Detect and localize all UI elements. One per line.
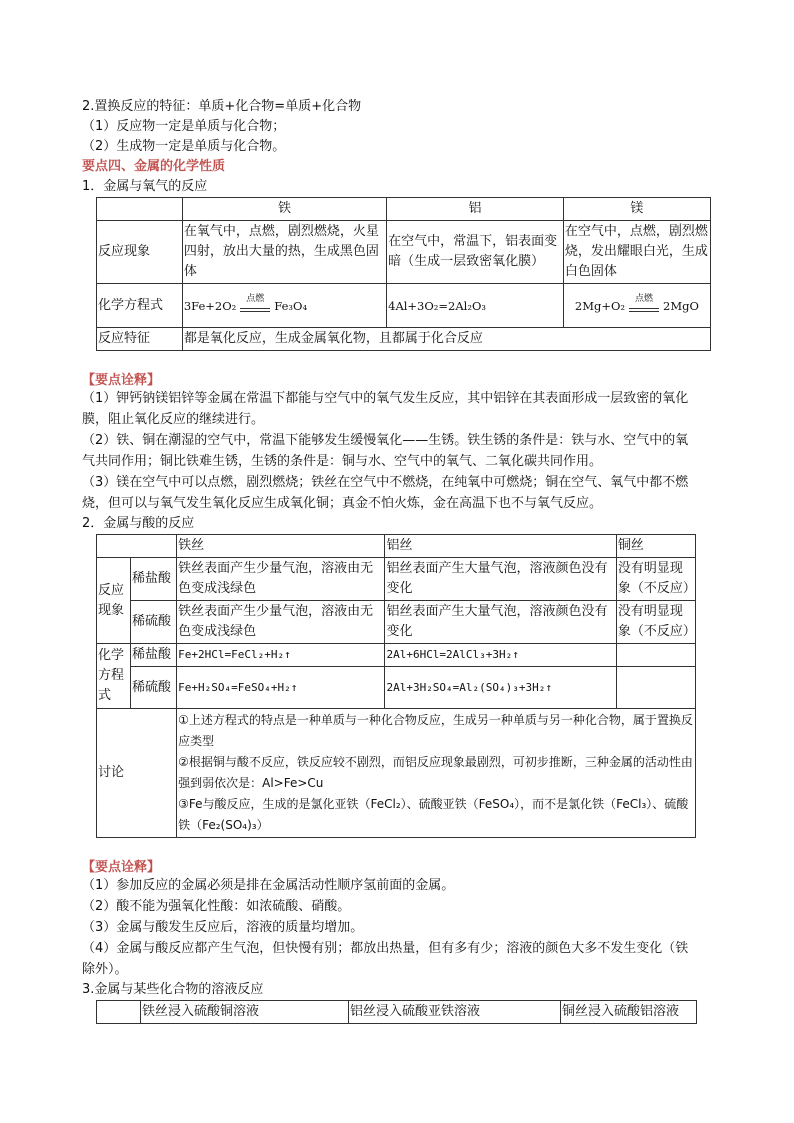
metal-acid-table [96,534,696,838]
table-cell: 铝丝表面产生大量气泡，溶液颜色没有变化 [385,601,616,644]
table-row [97,601,696,644]
table-cell: 铁丝表面产生少量气泡，溶液由无色变成浅绿色 [177,601,385,644]
table-cell: 铁丝表面产生少量气泡，溶液由无色变成浅绿色 [177,558,385,601]
column-header: 铝丝 [385,535,616,558]
equation-cell: Fe+2HCl=FeCl₂+H₂↑ [177,644,385,667]
document-page [82,97,708,1024]
row-header: 化学方程式 [97,284,183,328]
column-header: 镁 [563,198,710,221]
paragraph: （3）金属与酸发生反应后，溶液的质量均增加。 [82,920,364,935]
discussion-point: ③Fe与酸反应，生成的是氯化亚铁（FeCl₂）、硫酸亚铁（FeSO₄），而不是氯化铁（FeCl₃）、硫酸铁（Fe₂(SO₄)₃） [178,797,689,832]
column-header: 铜丝浸入硫酸铝溶液 [561,1001,697,1024]
condition-label: 点燃 [635,293,654,304]
row-header: 反应特征 [97,328,183,351]
paragraph: （1）反应物一定是单质与化合物； [82,119,286,134]
row-header: 讨论 [97,709,177,838]
paragraph: （1）钾钙钠镁铝锌等金属在常温下都能与空气中的氧气发生反应，其中铝锌在其表面形成一层致密的氧化膜，阻止氧化反应的继续进行。 [82,391,689,427]
row-header: 稀盐酸 [131,558,177,601]
table-cell [616,644,695,667]
row-group-header: 化学方程式 [97,644,131,709]
equation-cell: 2Al+6HCl=2AlCl₃+3H₂↑ [385,644,616,667]
condition-arrow [238,293,272,315]
condition-arrow [627,293,661,315]
table-cell: 没有明显现象（不反应） [616,601,695,644]
table-cell: 铝丝表面产生大量气泡，溶液颜色没有变化 [385,558,616,601]
table-cell: 都是氧化反应，生成金属氧化物，且都属于化合反应 [182,328,710,351]
table-row [97,1001,697,1024]
subsection-title: 3.金属与某些化合物的溶液反应 [82,982,264,997]
discussion-cell [177,709,696,838]
table-row [97,644,696,667]
table-row [97,667,696,709]
table-row [97,284,711,328]
table-cell: 没有明显现象（不反应） [616,558,695,601]
equation-cell: 4Al+3O₂=2Al₂O₃ [387,284,564,328]
table-row [97,558,696,601]
column-header: 铝丝浸入硫酸亚铁溶液 [349,1001,561,1024]
equation-cell [563,284,710,328]
table-row [97,221,711,284]
paragraph: （2）铁、铜在潮湿的空气中，常温下能够发生缓慢氧化——生锈。铁生锈的条件是：铁与水、空气中的氧气共同作用；铜比铁难生锈，生锈的条件是：铜与水、空气中的氧气、二氧化碳共同作用。 [82,433,689,469]
paragraph: （2）生成物一定是单质与化合物。 [82,139,286,154]
table-cell [97,198,183,221]
table-row [97,709,696,838]
table-cell: 在空气中，常温下，铝表面变暗（生成一层致密氧化膜） [387,221,564,284]
paragraph: （3）镁在空气中可以点燃，剧烈燃烧；铁丝在空气中不燃烧，在纯氧中可燃烧；铜在空气、氧气中都不燃烧，但可以与氧气发生氧化反应生成氧化铜；真金不怕火炼，金在高温下也不与氧气反应。 [82,475,689,511]
equation-left: 3Fe+2O₂ [183,298,237,313]
metal-solution-table [96,1000,697,1024]
row-group-header: 反应现象 [97,558,131,644]
table-row [97,328,711,351]
section-heading: 要点四、金属的化学性质 [82,159,226,174]
equation-left: 2Mg+O₂ [574,298,626,313]
column-header: 铜丝 [616,535,695,558]
table-row [97,198,711,221]
row-header: 稀硫酸 [131,667,177,709]
table-cell: 在氧气中，点燃，剧烈燃烧，火星四射，放出大量的热，生成黑色固体 [182,221,386,284]
row-header: 反应现象 [97,221,183,284]
annotation-label: 【要点诠释】 [82,373,161,388]
table-cell [616,667,695,709]
paragraph: （2）酸不能为强氧化性酸：如浓硫酸、硝酸。 [82,899,351,914]
table-row [97,535,696,558]
table-cell: 在空气中，点燃，剧烈燃烧，发出耀眼白光，生成白色固体 [563,221,710,284]
metal-oxygen-table [96,197,711,351]
row-header: 稀盐酸 [131,644,177,667]
column-header: 铝 [387,198,564,221]
table-cell [97,1001,141,1024]
column-header: 铁丝 [177,535,385,558]
equation-right: Fe₃O₄ [274,298,308,313]
equation-cell [182,284,386,328]
paragraph: （4）金属与酸反应都产生气泡，但快慢有别；都放出热量，但有多有少；溶液的颜色大多不发生变化（铁除外）。 [82,941,689,977]
subsection-title: 1．金属与氧气的反应 [82,179,208,194]
discussion-point: ②根据铜与酸不反应，铁反应较不剧烈，而铝反应现象最剧烈，可初步推断，三种金属的活动性由强到弱依次是：Al>Fe>Cu [178,755,693,790]
column-header: 铁 [182,198,386,221]
condition-label: 点燃 [246,293,265,304]
row-header: 稀硫酸 [131,601,177,644]
equation-cell: 2Al+3H₂SO₄=Al₂(SO₄)₃+3H₂↑ [385,667,616,709]
section-title: 2.置换反应的特征：单质+化合物=单质+化合物 [82,99,362,114]
discussion-point: ①上述方程式的特点是一种单质与一种化合物反应，生成另一种单质与另一种化合物，属于置换反应类型 [178,713,693,748]
equation-cell: Fe+H₂SO₄=FeSO₄+H₂↑ [177,667,385,709]
subsection-title: 2．金属与酸的反应 [82,516,195,531]
annotation-label: 【要点诠释】 [82,860,161,875]
table-cell [97,535,177,558]
paragraph: （1）参加反应的金属必须是排在金属活动性顺序氢前面的金属。 [82,878,455,893]
column-header: 铁丝浸入硫酸铜溶液 [141,1001,349,1024]
equation-right: 2MgO [663,298,699,313]
